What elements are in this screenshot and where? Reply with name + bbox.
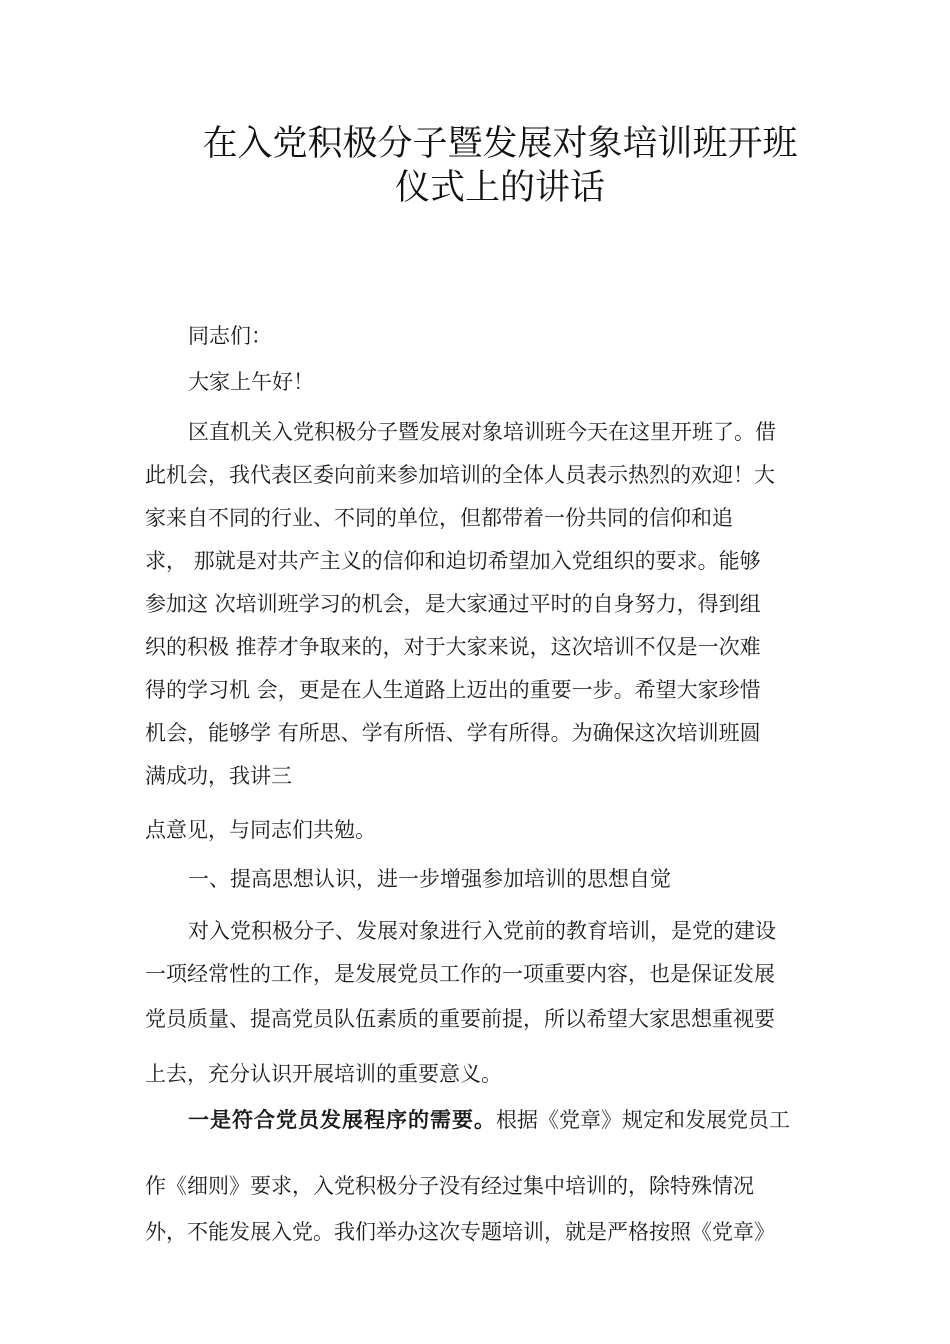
paragraph-2-line-1: 对入党积极分子、发展对象进行入党前的教育培训，是党的建设 [188, 919, 776, 943]
document-title [190, 122, 810, 210]
paragraph-2-line-2: 一项经常性的工作，是发展党员工作的一项重要内容，也是保证发展 [145, 962, 775, 986]
salutation: 同志们： [188, 324, 272, 348]
paragraph-1-line-6: 织的积极 推荐才争取来的，对于大家来说，这次培训不仅是一次难 [145, 635, 761, 659]
paragraph-1-line-1: 区直机关入党积极分子暨发展对象培训班今天在这里开班了。借 [188, 420, 776, 444]
paragraph-1-line-5: 参加这 次培训班学习的机会，是大家通过平时的自身努力，得到组 [145, 592, 761, 616]
paragraph-1-line-2: 此机会，我代表区委向前来参加培训的全体人员表示热烈的欢迎！大 [145, 463, 775, 487]
paragraph-3-bold-lead: 一是符合党员发展程序的需要。 [188, 1107, 496, 1132]
paragraph-3-line-3: 外，不能发展入党。我们举办这次专题培训，就是严格按照《党章》 [145, 1220, 775, 1244]
greeting: 大家上午好！ [188, 370, 314, 394]
paragraph-3-line-1 [188, 1106, 790, 1134]
paragraph-1-line-3: 家来自不同的行业、不同的单位，但都带着一份共同的信仰和追 [145, 506, 733, 530]
paragraph-2-line-4: 上去，充分认识开展培训的重要意义。 [145, 1062, 502, 1086]
title-line-2: 仪式上的讲话 [394, 168, 605, 208]
paragraph-1-line-9: 满成功，我讲三 [145, 764, 292, 788]
paragraph-1-line-8: 机会，能够学 有所思、学有所悟、学有所得。为确保这次培训班圆 [145, 721, 761, 745]
paragraph-3-line-2: 作《细则》要求，入党积极分子没有经过集中培训的，除特殊情况 [145, 1174, 754, 1198]
paragraph-2-line-3: 党员质量、提高党员队伍素质的重要前提，所以希望大家思想重视要 [145, 1007, 775, 1031]
paragraph-3-lead-rest: 根据《党章》规定和发展党员工 [496, 1108, 790, 1132]
paragraph-1-line-7: 得的学习机 会，更是在人生道路上迈出的重要一步。希望大家珍惜 [145, 678, 761, 702]
paragraph-1-line-10: 点意见，与同志们共勉。 [145, 818, 376, 842]
paragraph-1-line-4: 求， 那就是对共产主义的信仰和迫切希望加入党组织的要求。能够 [145, 549, 761, 573]
section-heading-1: 一、提高思想认识，进一步增强参加培训的思想自觉 [188, 867, 671, 891]
title-line-1: 在入党积极分子暨发展对象培训班开班 [202, 124, 798, 164]
